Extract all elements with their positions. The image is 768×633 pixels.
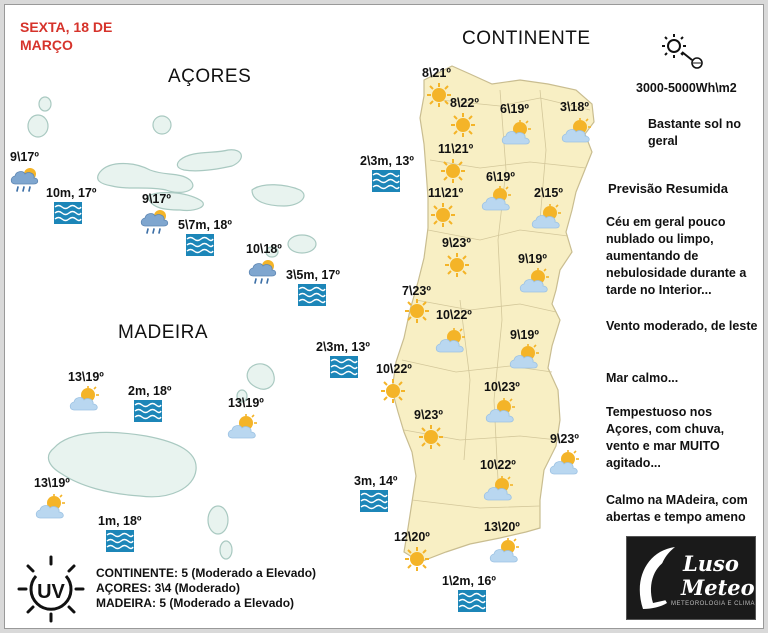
wave-icon: [134, 400, 162, 427]
temp-label: 13\19º: [34, 476, 70, 490]
sea-label: 3\5m, 17º: [286, 268, 340, 282]
sun-cloud-icon: [34, 494, 68, 525]
forecast-date: SEXTA, 18 DE MARÇO: [20, 19, 113, 53]
wave-icon: [458, 590, 486, 617]
sun-icon: [404, 546, 430, 577]
temp-label: 9\17º: [10, 150, 39, 164]
sun-icon: [440, 158, 466, 189]
temp-label: 12\20º: [394, 530, 430, 544]
sun-cloud-icon: [226, 414, 260, 445]
logo-line2: Meteo: [681, 575, 755, 600]
uv-madeira: MADEIRA: 5 (Moderado a Elevado): [96, 596, 295, 610]
sun-cloud-icon: [434, 328, 468, 359]
temp-label: 9\23º: [414, 408, 443, 422]
sun-cloud-icon: [530, 204, 564, 235]
temp-label: 11\21º: [438, 142, 474, 156]
temp-label: 13\19º: [68, 370, 104, 384]
solar-description: Bastante sol no geral: [648, 117, 742, 148]
sun-cloud-icon: [500, 120, 534, 151]
temp-label: 6\19º: [486, 170, 515, 184]
sun-icon: [444, 252, 470, 283]
temp-label: 9\19º: [510, 328, 539, 342]
rain-cloud-icon: [140, 208, 170, 241]
sea-label: 2m, 18º: [128, 384, 172, 398]
sea-label: 2\3m, 13º: [316, 340, 370, 354]
sun-cloud-icon: [480, 186, 514, 217]
solar-radiation: 3000-5000Wh\m2: [636, 81, 737, 95]
logo-tagline: METEOROLOGIA E CLIMA: [671, 601, 756, 607]
wave-icon: [330, 356, 358, 383]
temp-label: 10\22º: [436, 308, 472, 322]
sun-cloud-icon: [482, 476, 516, 507]
temp-label: 9\19º: [518, 252, 547, 266]
summary-madeira: Calmo na MAdeira, com abertas e tempo ameno: [606, 493, 748, 524]
sea-label: 3m, 14º: [354, 474, 398, 488]
wave-icon: [360, 490, 388, 517]
temp-label: 7\23º: [402, 284, 431, 298]
uv-icon: [16, 554, 86, 629]
summary-wind: Vento moderado, de leste: [606, 319, 758, 333]
wave-icon: [186, 234, 214, 261]
region-title-acores: AÇORES: [168, 66, 252, 87]
summary-sky: Céu em geral pouco nublado ou limpo, aumentando de nebulosidade durante a tarde no Interior...: [606, 215, 747, 297]
wave-icon: [298, 284, 326, 311]
sun-cloud-icon: [560, 118, 594, 149]
wave-icon: [54, 202, 82, 229]
temp-label: 8\21º: [422, 66, 451, 80]
temp-label: 9\17º: [142, 192, 171, 206]
logo-line1: Luso: [683, 551, 739, 576]
wave-icon: [106, 530, 134, 557]
uv-index-list: [96, 566, 316, 611]
temp-label: 10\18º: [246, 242, 282, 256]
region-title-continente: CONTINENTE: [462, 28, 591, 49]
temp-label: 2\15º: [534, 186, 563, 200]
temp-label: 10\22º: [376, 362, 412, 376]
summary-title: Previsão Resumida: [608, 181, 728, 196]
sea-label: 5\7m, 18º: [178, 218, 232, 232]
sun-cloud-icon: [548, 450, 582, 481]
temp-label: 13\20º: [484, 520, 520, 534]
region-title-madeira: MADEIRA: [118, 322, 209, 343]
uv-acores: AÇORES: 3\4 (Moderado): [96, 581, 241, 595]
temp-label: 8\22º: [450, 96, 479, 110]
sea-label: 2\3m, 13º: [360, 154, 414, 168]
rain-cloud-icon: [10, 166, 40, 199]
temp-label: 3\18º: [560, 100, 589, 114]
sea-label: 1m, 18º: [98, 514, 142, 528]
sun-icon: [418, 424, 444, 455]
sun-icon: [430, 202, 456, 233]
sun-icon: [450, 112, 476, 143]
temp-label: 13\19º: [228, 396, 264, 410]
uv-icon-text: UV: [37, 581, 65, 603]
summary-sea: Mar calmo...: [606, 371, 679, 385]
sun-cloud-icon: [488, 538, 522, 569]
sun-cloud-icon: [484, 398, 518, 429]
temp-label: 9\23º: [550, 432, 579, 446]
temp-label: 9\23º: [442, 236, 471, 250]
uv-continente: CONTINENTE: 5 (Moderado a Elevado): [96, 566, 317, 580]
summary-azores: Tempestuoso nos Açores, com chuva, vento e mar MUITO agitado...: [606, 405, 725, 470]
azores-islands: [28, 97, 316, 257]
wave-icon: [372, 170, 400, 197]
temp-label: 10\22º: [480, 458, 516, 472]
temp-label: 6\19º: [500, 102, 529, 116]
sun-cloud-icon: [508, 344, 542, 375]
temp-label: 10\23º: [484, 380, 520, 394]
sun-icon: [380, 378, 406, 409]
sea-label: 1\2m, 16º: [442, 574, 496, 588]
temp-label: 11\21º: [428, 186, 464, 200]
sea-label: 10m, 17º: [46, 186, 97, 200]
rain-cloud-icon: [248, 258, 278, 291]
lusometeo-logo: [626, 536, 756, 620]
sun-cloud-icon: [68, 386, 102, 417]
solar-icon: [660, 32, 710, 77]
sun-cloud-icon: [518, 268, 552, 299]
sun-icon: [426, 82, 452, 113]
sun-icon: [404, 298, 430, 329]
